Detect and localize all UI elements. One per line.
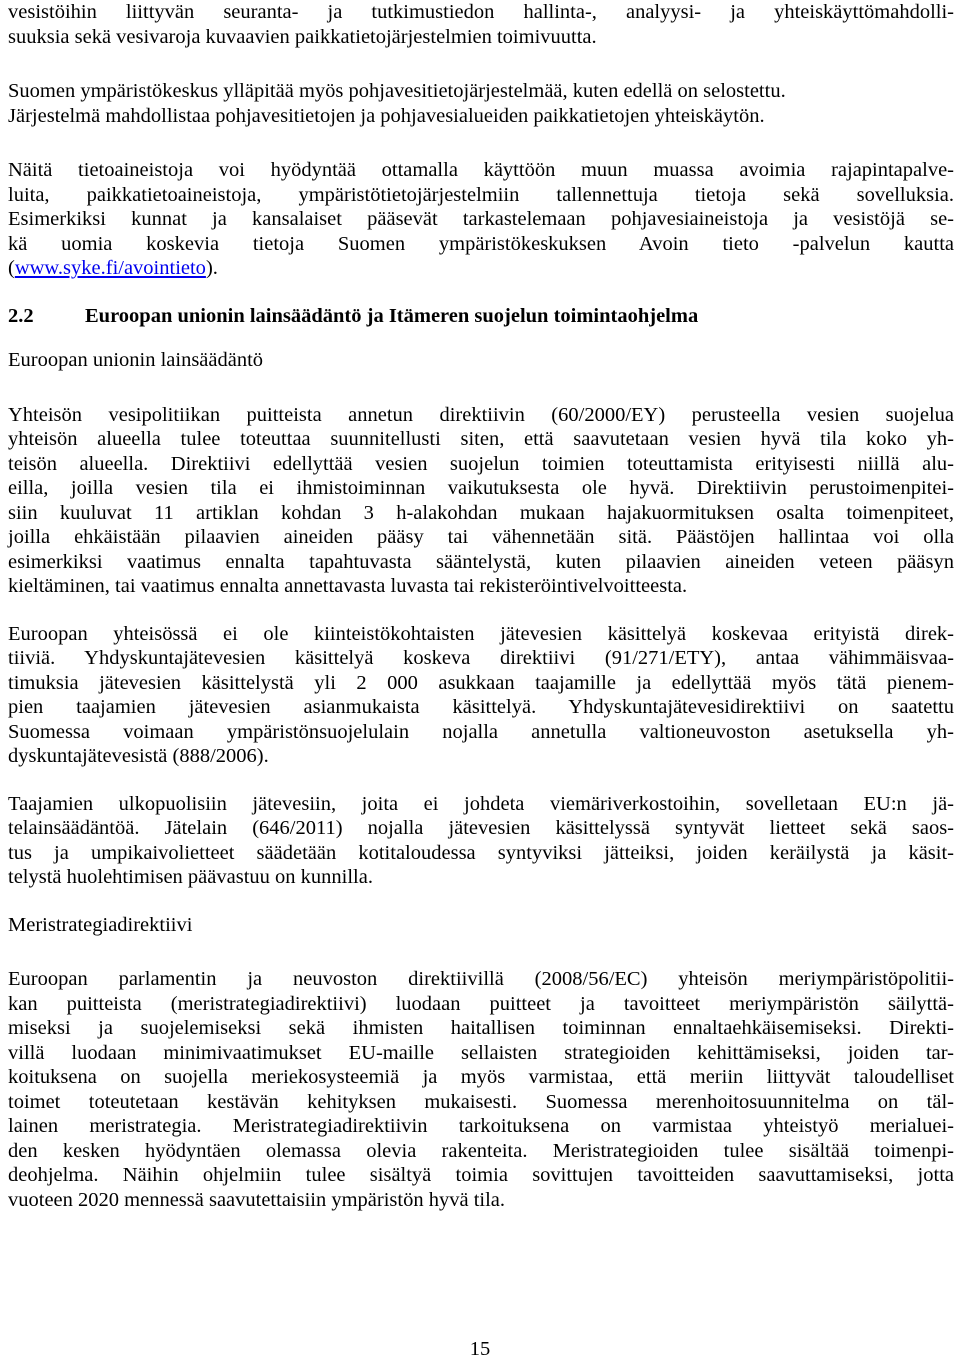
text-line: kan puitteista (meristrategiadirektiivi) luodaan puitteet ja tavoitteet meriympäristön säilyttä- (8, 992, 954, 1015)
text-line: Taajamien ulkopuolisiin jätevesiin, joita ei johdeta viemäriverkostoihin, sovelletaan EU:n jä- (8, 792, 954, 815)
avointieto-link[interactable]: www.syke.fi/avointieto (14, 257, 206, 279)
text-line: yhteisön alueella tulee toteuttaa suunnitellusti siten, että saavutetaan vesien hyvä tila koko yh- (8, 428, 954, 450)
text-line: telainsäädäntöä. Jätelain (646/2011) nojalla jätevesien käsittelyssä syntyvät lietteet sekä saos- (8, 817, 954, 839)
paragraph-open-data (8, 158, 954, 281)
text-line: pien taajamien jätevesien asianmukaista käsittelyä. Yhdyskuntajätevesidirektiivi on saatettu (8, 696, 954, 718)
page-number: 15 (469, 1338, 491, 1360)
section-number: 2.2 (8, 304, 34, 327)
text-line: villä luodaan minimivaatimukset EU-maille sellaisten strategioiden kehittämiseksi, joiden tar- (8, 1041, 954, 1064)
paragraph-intro (8, 0, 954, 49)
text-line: suuksia sekä vesivaroja kuvaavien paikkatietojärjestelmien toimivuutta. (8, 25, 597, 48)
text-line: eilla, joilla vesien tila ei ihmistoiminnan vaikutuksesta ole hyvä. Direktiivin perustoimenpitei- (8, 477, 954, 499)
text-line: kieltäminen, tai vaatimus ennalta annettavasta luvasta tai rekisteröintivelvoitteesta. (8, 575, 688, 597)
subheading-marine-strategy: Meristrategiadirektiivi (8, 913, 193, 936)
text-line: Suomessa voimaan ympäristönsuojelulain nojalla annetulla valtioneuvoston asetuksella yh- (8, 720, 954, 743)
section-heading (8, 304, 954, 329)
text-line: siin kuuluvat 11 artiklan kohdan 3 h-alakohdan mukaan hajakuormituksen osalta toimenpiteet, (8, 501, 954, 524)
text-line: kä uomia koskevia tietoja Suomen ympäristökeskuksen Avoin tieto -palvelun kautta (8, 232, 954, 255)
paragraph-marine-strategy-directive (8, 967, 954, 1212)
text-line: toimet toteutetaan kestävän kehityksen mukaisesti. Suomessa merenhoitosuunnitelma on täl- (8, 1090, 954, 1113)
text-line: den kesken hyödyntäen olemassa olevia rakenteita. Meristrategioiden tulee sisältää toimenpi- (8, 1139, 954, 1162)
document-page (8, 0, 954, 1235)
text-line: Järjestelmä mahdollistaa pohjavesitietojen ja pohjavesialueiden paikkatietojen yhteiskäytön. (8, 104, 765, 127)
text-line: lainen meristrategia. Meristrategiadirektiivin tarkoituksena on varmistaa yhteistyö merialuei- (8, 1115, 954, 1137)
paren-open: ( (8, 257, 15, 279)
text-line: esimerkiksi vaatimus ennalta tapahtuvasta sääntelystä, kuten pilaavien aineiden veteen pääsyn (8, 550, 954, 573)
paren-close: ). (205, 257, 218, 279)
text-line: luita, paikkatietoaineistoja, ympäristötietojärjestelmiin tallennettuja tietoja sekä sovelluksia. (8, 183, 954, 206)
text-line: miseksi ja suojelemiseksi sekä ihmisten haitallisen toiminnan ennaltaehkäisemiseksi. Direkti- (8, 1017, 954, 1039)
text-line: Euroopan yhteisössä ei ole kiinteistökohtaisten jätevesien käsittelyä koskevaa erityistä direk- (8, 622, 954, 645)
text-line: Yhteisön vesipolitiikan puitteista annetun direktiivin (60/2000/EY) perusteella vesien suojelua (8, 403, 954, 426)
text-line: koituksena on suojella meriekosysteemiä ja myös varmistaa, että meriin liittyvät taloudelliset (8, 1066, 954, 1088)
text-line: deohjelma. Näihin ohjelmiin tulee sisältyä toimia sovittujen tavoitteiden saavuttamiseksi, jotta (8, 1164, 954, 1186)
text-line (8, 256, 954, 281)
paragraph-urban-wastewater-directive (8, 622, 954, 769)
text-line: Euroopan parlamentin ja neuvoston direktiivillä (2008/56/EC) yhteisön meriympäristöpolitii- (8, 968, 954, 990)
text-line: telystä huolehtimisen päävastuu on kunnilla. (8, 866, 373, 888)
text-line: vuoteen 2020 mennessä saavutettaisiin ympäristön hyvä tila. (8, 1188, 506, 1211)
text-line: Näitä tietoaineistoja voi hyödyntää ottamalla käyttöön muun muassa avoimia rajapintapalve- (8, 159, 954, 181)
text-line: vesistöihin liittyvän seuranta- ja tutkimustiedon hallinta-, analyysi- ja yhteiskäyttömahdolli- (8, 1, 954, 23)
text-line: tus ja umpikaivolietteet säädetään kotitaloudessa syntyviksi jätteiksi, joiden keräilystä ja käsit- (8, 841, 954, 864)
subheading-eu-legislation: Euroopan unionin lainsäädäntö (8, 349, 264, 371)
section-title: Euroopan unionin lainsäädäntö ja Itämeren suojelun toimintaohjelma (85, 304, 699, 327)
text-line: joilla ehkäistään pilaavien aineiden pääsy tai vähennetään sitä. Päästöjen hallintaa voi olla (8, 526, 954, 548)
paragraph-water-framework-directive (8, 403, 954, 599)
paragraph-rural-wastewater (8, 792, 954, 890)
text-line: Esimerkiksi kunnat ja kansalaiset pääsevät tarkastelemaan pohjavesiaineistoja ja vesistöjä se- (8, 208, 954, 230)
paragraph-groundwater (8, 79, 954, 128)
text-line: timuksia jätevesien käsittelystä yli 2 000 asukkaan taajamille ja edellyttää myös tätä pienem- (8, 671, 954, 694)
text-line: tiiviä. Yhdyskuntajätevesien käsittelyä koskeva direktiivi (91/271/ETY), antaa vähimmäisvaa- (8, 647, 954, 669)
text-line: Suomen ympäristökeskus ylläpitää myös pohjavesitietojärjestelmää, kuten edellä on selostettu. (8, 80, 786, 102)
text-line: dyskuntajätevesistä (888/2006). (8, 745, 269, 767)
text-line: teisön alueella. Direktiivi edellyttää vesien suojelun toimien toteuttamista erityisesti niillä alu- (8, 452, 954, 475)
